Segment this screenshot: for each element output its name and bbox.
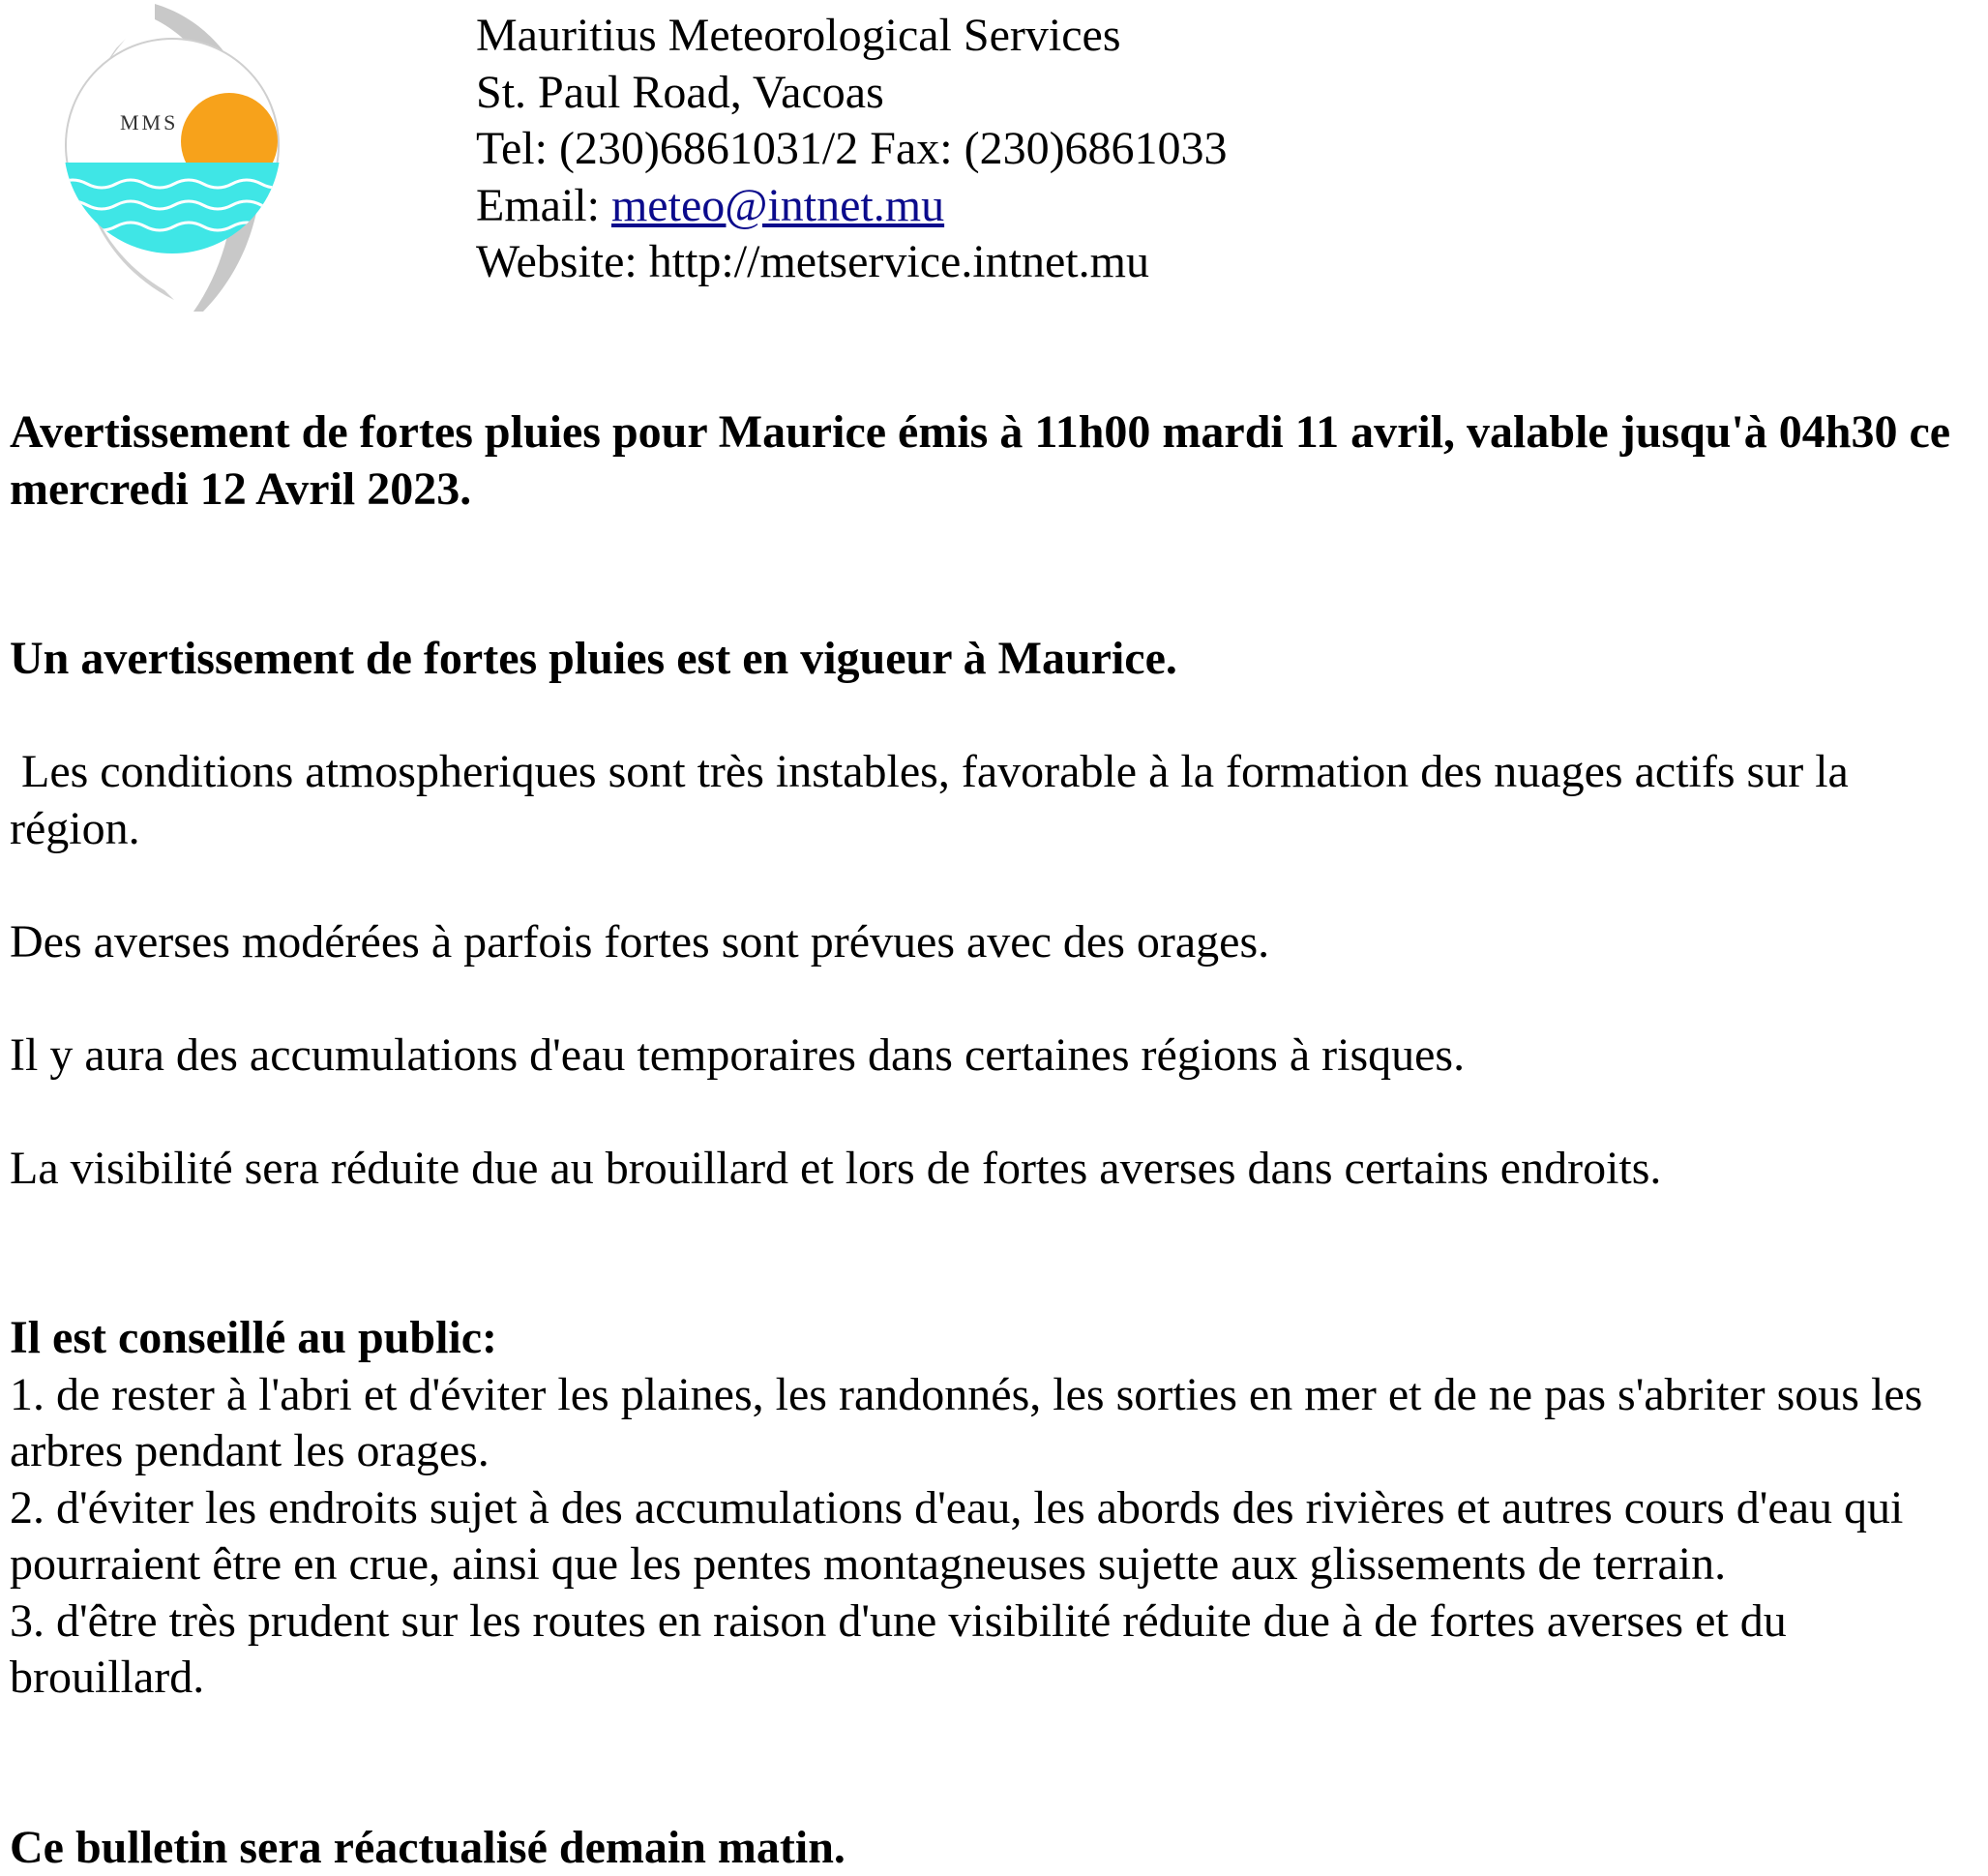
advice-item: 2. d'éviter les endroits sujet à des accumulations d'eau, les abords des rivières et autres cours d'eau qui pourraient être en crue, ainsi que les pentes montagneuses sujette aux glissements de terrain. [10, 1480, 1973, 1593]
bulletin-title: Avertissement de fortes pluies pour Maurice émis à 11h00 mardi 11 avril, valable jusqu'à 04h30 ce mercredi 12 Avril 2023. [10, 404, 1973, 518]
email-link[interactable]: meteo@intnet.mu [611, 180, 944, 231]
bulletin-body [10, 404, 1973, 1876]
advice-item: 3. d'être très prudent sur les routes en raison d'une visibilité réduite due à de fortes averses et du brouillard. [10, 1593, 1973, 1707]
water-icon [58, 163, 300, 279]
logo-text: MMS [120, 110, 178, 134]
email-line [476, 178, 1228, 235]
paragraph-accumulations: Il y aura des accumulations d'eau temporaires dans certaines régions à risques. [10, 1027, 1973, 1085]
email-label: Email: [476, 180, 611, 231]
bulletin-footer: Ce bulletin sera réactualisé demain matin. [10, 1820, 1973, 1876]
advice-item: 1. de rester à l'abri et d'éviter les plaines, les randonnés, les sorties en mer et de ne pas s'abriter sous les arbres pendant les orages. [10, 1367, 1973, 1480]
mms-logo [58, 0, 300, 319]
bulletin-headline: Un avertissement de fortes pluies est en vigueur à Maurice. [10, 631, 1973, 688]
paragraph-conditions: Les conditions atmospheriques sont très instables, favorable à la formation des nuages actifs sur la région. [10, 744, 1973, 857]
org-name: Mauritius Meteorological Services [476, 8, 1228, 65]
paragraph-showers: Des averses modérées à parfois fortes sont prévues avec des orages. [10, 914, 1973, 971]
contact-header [476, 8, 1228, 291]
website-line: Website: http://metservice.intnet.mu [476, 234, 1228, 291]
advice-list [10, 1367, 1973, 1707]
address: St. Paul Road, Vacoas [476, 65, 1228, 122]
advice-heading: Il est conseillé au public: [10, 1310, 1973, 1367]
paragraph-visibility: La visibilité sera réduite due au brouillard et lors de fortes averses dans certains endroits. [10, 1141, 1973, 1198]
phone-fax: Tel: (230)6861031/2 Fax: (230)6861033 [476, 121, 1228, 178]
mms-logo-graphic [58, 0, 300, 319]
